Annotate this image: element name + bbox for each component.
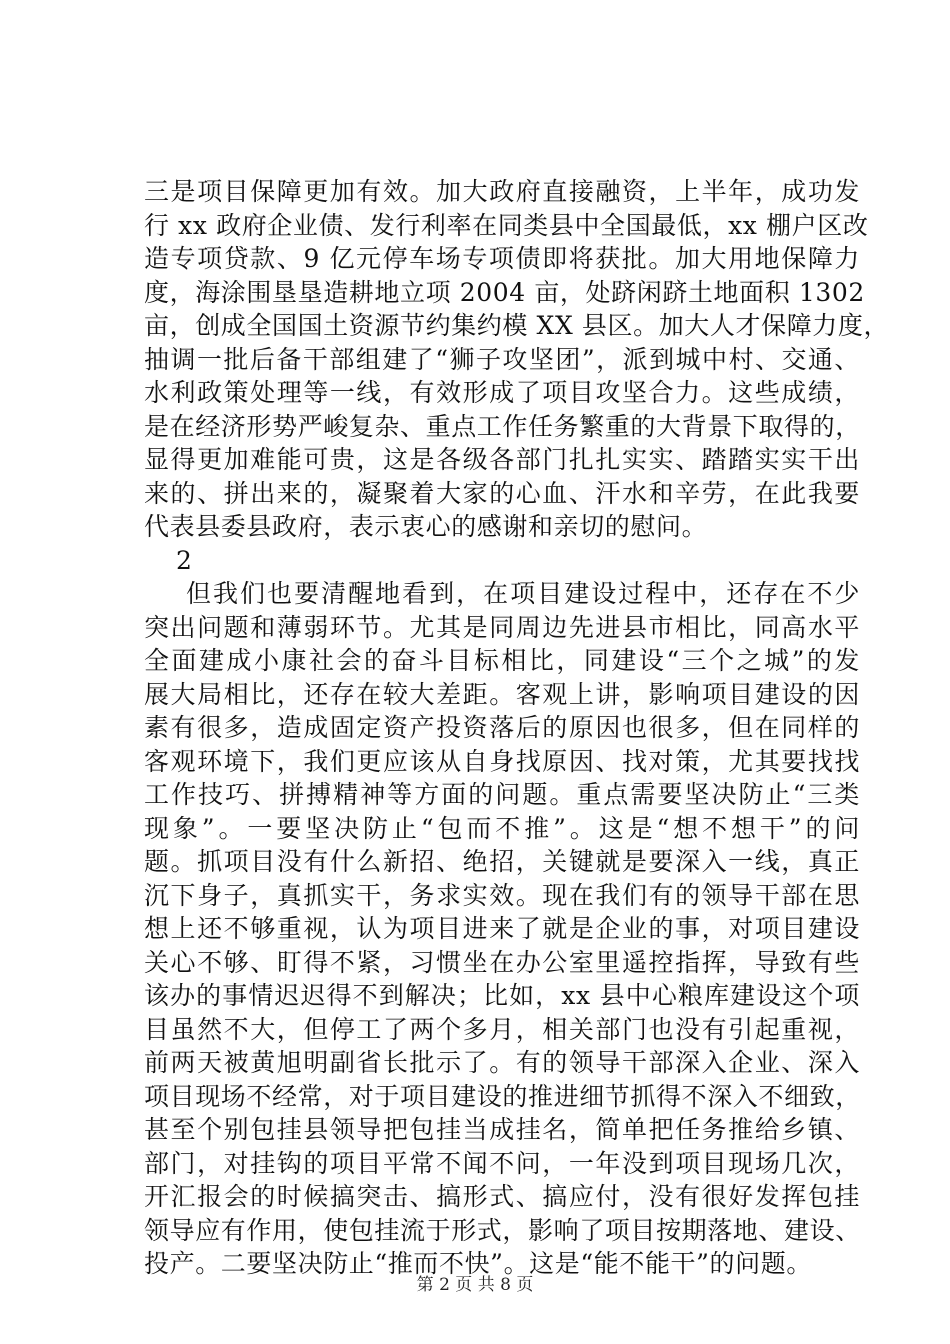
text-line: 三是项目保障更加有效。加大政府直接融资，上半年，成功发 (144, 177, 860, 206)
page-footer: 第 2 页 共 8 页 (416, 1275, 534, 1295)
text-line: 全面建成小康社会的奋斗目标相比，同建设“三个之城”的发 (144, 646, 860, 675)
text-line: 抽调一批后备干部组建了“狮子攻坚团”，派到城中村、交通、 (144, 344, 860, 374)
section-number: 2 (176, 545, 193, 575)
text-line: 现象”。一要坚决防止“包而不推”。这是“想不想干”的问 (144, 813, 860, 843)
text-line: 部门，对挂钩的项目平常不闻不问，一年没到项目现场几次， (144, 1148, 860, 1178)
text-line: 水利政策处理等一线，有效形成了项目攻坚合力。这些成绩， (144, 378, 860, 407)
text-line: 想上还不够重视，认为项目进来了就是企业的事，对项目建设 (144, 914, 860, 943)
text-line: 沉下身子，真抓实干，务求实效。现在我们有的领导干部在思 (144, 880, 860, 910)
text-line: 前两天被黄旭明副省长批示了。有的领导干部深入企业、深入 (144, 1048, 860, 1077)
text-line: 但我们也要清醒地看到，在项目建设过程中，还存在不少 (186, 579, 860, 608)
text-line: 素有很多，造成固定资产投资落后的原因也很多，但在同样的 (144, 713, 860, 742)
text-line: 目虽然不大，但停工了两个多月，相关部门也没有引起重视， (144, 1014, 860, 1044)
text-line: 是在经济形势严峻复杂、重点工作任务繁重的大背景下取得的， (144, 411, 861, 441)
text-line: 工作技巧、拼搏精神等方面的问题。重点需要坚决防止“三类 (144, 780, 860, 809)
text-line: 项目现场不经常，对于项目建设的推进细节抓得不深入不细致， (144, 1081, 861, 1111)
text-line: 亩，创成全国国土资源节约集约模 XX 县区。加大人才保障力度， (144, 311, 890, 340)
text-line: 代表县委县政府，表示衷心的感谢和亲切的慰问。 (144, 512, 708, 541)
text-line: 显得更加难能可贵，这是各级各部门扎扎实实、踏踏实实干出 (144, 445, 860, 474)
text-line: 甚至个别包挂县领导把包挂当成挂名，简单把任务推给乡镇、 (144, 1115, 860, 1144)
text-line: 突出问题和薄弱环节。尤其是同周边先进县市相比，同高水平 (144, 612, 860, 642)
text-line: 度，海涂围垦垦造耕地立项 2004 亩，处跻闲跻土地面积 1302 (144, 277, 865, 307)
text-line: 领导应有作用，使包挂流于形式，影响了项目按期落地、建设、 (144, 1215, 861, 1245)
text-line: 该办的事情迟迟得不到解决；比如，xx 县中心粮库建设这个项 (144, 981, 860, 1010)
text-line: 投产。二要坚决防止“推而不快”。这是“能不能干”的问题。 (144, 1249, 812, 1278)
text-line: 关心不够、盯得不紧，习惯坐在办公室里遥控指挥，导致有些 (144, 947, 860, 977)
text-line: 题。抓项目没有什么新招、绝招，关键就是要深入一线，真正 (144, 847, 860, 876)
text-line: 来的、拼出来的，凝聚着大家的心血、汗水和辛劳，在此我要 (144, 478, 860, 508)
text-line: 行 xx 政府企业债、发行利率在同类县中全国最低，xx 棚户区改 (144, 210, 869, 240)
paragraph-2 (144, 577, 860, 1281)
body-text (144, 175, 890, 1281)
text-line: 展大局相比，还存在较大差距。客观上讲，影响项目建设的因 (144, 679, 860, 709)
text-line: 开汇报会的时候搞突击、搞形式、搞应付，没有很好发挥包挂 (144, 1182, 860, 1211)
text-line: 客观环境下，我们更应该从自身找原因、找对策，尤其要找找 (144, 746, 860, 776)
paragraph-1 (144, 175, 890, 544)
text-line: 造专项贷款、9 亿元停车场专项债即将获批。加大用地保障力 (144, 244, 860, 273)
